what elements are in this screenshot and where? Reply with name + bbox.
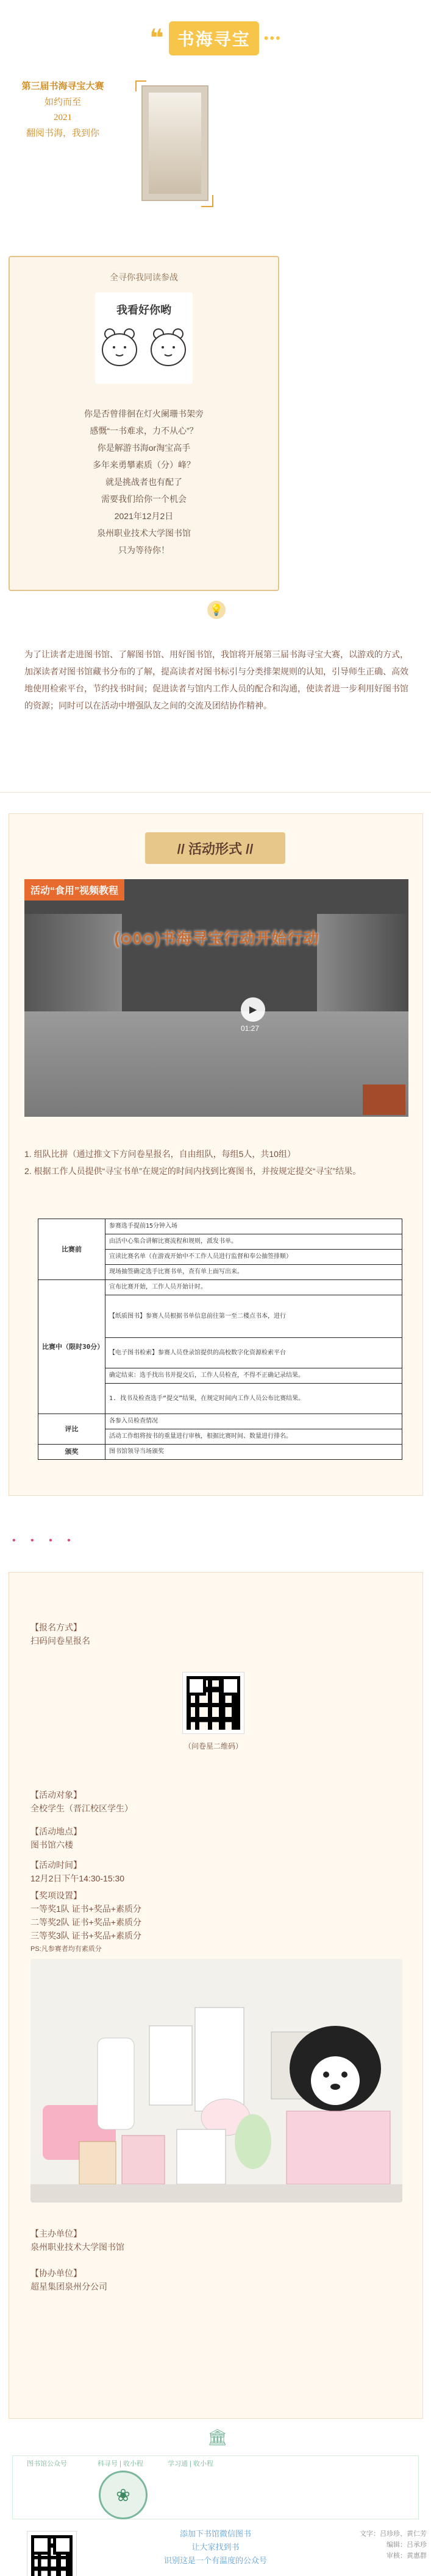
section-heading: 【活动对象】 [30, 1790, 82, 1800]
rule-item: 1. 组队比拼（通过推文下方问卷星报名，自由组队，每组5人，共10组） [24, 1149, 296, 1159]
section-heading: 【报名方式】 [30, 1622, 82, 1632]
qr-label: 学习通 | 收小程 [168, 2460, 213, 2468]
footer-link[interactable]: 添加下书馆微信图书 [179, 2529, 251, 2538]
section-text: 图书馆六楼 [30, 1840, 73, 1850]
intro-line: 如约而至 [44, 97, 81, 107]
schedule-table [38, 1219, 402, 1460]
section-text: 泉州职业技术大学图书馆 [30, 2242, 124, 2252]
invitation-line: 多年来勇攀素质（分）峰？ [93, 460, 195, 470]
table-cell: 【电子图书检索】参赛人员登录馆提供的高校数字化资源检索平台 [105, 1338, 402, 1368]
bear-illustration [98, 323, 190, 379]
video-frame-object [363, 1085, 405, 1115]
footer-link[interactable]: 识别这是一个有温度的公众号 [163, 2556, 267, 2565]
table-cell: 【纸质图书】参赛人员根据书单信息前往第一至二楼点书本，进行 [105, 1295, 402, 1338]
table-row [38, 1280, 402, 1295]
invitation-line: 就是挑战者也有配了 [105, 477, 182, 487]
invitation-lines [9, 405, 279, 559]
video-label: 活动“食用”视频教程 [24, 879, 124, 901]
decorative-dots: • • • • [12, 1535, 77, 1546]
prizes-illustration [30, 1959, 402, 2203]
invitation-line: 泉州职业技术大学图书馆 [97, 528, 191, 538]
credits [323, 2528, 427, 2561]
invitation-line: 你是否曾徘徊在灯火阑珊书架旁 [84, 409, 204, 419]
section-text: 扫码问卷星报名 [30, 1636, 90, 1646]
section-text: 12月2日下午14:30-15:30 [30, 1874, 125, 1883]
rule-item: 2. 根据工作人员提供“寻宝书单”在规定的时间内找到比赛图书，并按规定提交“寻宝”结果。 [24, 1166, 362, 1176]
table-row [38, 1414, 402, 1429]
credit-line: 审核：黄惠群 [386, 2552, 427, 2560]
section-heading: 【活动时间】 [30, 1860, 82, 1870]
video-frame-floor [24, 1011, 408, 1117]
section-heading: 【协办单位】 [30, 2268, 82, 2278]
section-heading: 【活动地点】 [30, 1827, 82, 1836]
table-cell: 活动工作组将按书的重量进行审核，根据比赛时间、数量进行排名。 [105, 1429, 402, 1445]
divider [0, 792, 431, 793]
table-cell: 宣读比赛名单（在游戏开始中不工作人员进行监督和奉公抽签排顺） [105, 1250, 402, 1265]
table-cell: 图书馆领导当场颁奖 [105, 1445, 402, 1460]
footer-qr-bar [12, 2455, 419, 2519]
table-cell: 各参入员检查情况 [105, 1414, 402, 1429]
header [0, 21, 431, 55]
table-head: 比赛前 [38, 1219, 105, 1280]
qr-label: 科寻号 | 收小程 [98, 2460, 143, 2468]
footer-link[interactable]: 让大家找到书 [191, 2542, 240, 2552]
intro-line: 第三届书海寻宝大赛 [21, 82, 104, 91]
section-text: 全校学生（晋江校区学生） [30, 1803, 133, 1813]
coorganizer-section [30, 2266, 107, 2293]
quote-icon: ❝ [149, 25, 164, 52]
table-cell: 现场抽签确定选手比赛书单，查有单上面写出来。 [105, 1265, 402, 1280]
intro-line: 2021 [54, 113, 72, 122]
signup-section [30, 1621, 90, 1647]
invitation-line: 你是解游书海or淘宝高手 [97, 443, 191, 453]
table-head: 颁奖 [38, 1445, 105, 1460]
bear-card-title: 我看好你哟 [116, 304, 171, 316]
prize-item: 三等奖3队 证书+奖品+素质分 [30, 1931, 142, 1941]
table-cell: 参赛选手提前15分钟入场 [105, 1219, 402, 1234]
play-icon[interactable]: ▶ [241, 997, 265, 1022]
table-cell: 由活中心集合讲解比赛流程和规则，派发书单。 [105, 1234, 402, 1250]
table-row [38, 1219, 402, 1234]
prize-item: 二等奖2队 证书+奖品+素质分 [30, 1917, 142, 1927]
invitation-line: 感慨“一书难求，力不从心”？ [90, 426, 198, 436]
invitation-title: 全寻你我同读参战 [110, 272, 178, 282]
invitation-line: 只为等待你！ [118, 545, 169, 555]
intro-photo [141, 85, 208, 201]
lightbulb-icon: 💡 [207, 601, 226, 619]
qr-label: 图书馆公众号 [27, 2460, 67, 2468]
signup-qr-code[interactable] [183, 1672, 244, 1733]
section-text: 超星集团泉州分公司 [30, 2282, 107, 2291]
section-heading: 【主办单位】 [30, 2229, 82, 2238]
table-cell: 确定结束：选手找出书并提交后，工作人员检查，不得不正确记录结果。 [105, 1368, 402, 1384]
dots-icon: ••• [263, 30, 282, 46]
time-section [30, 1858, 124, 1885]
location-section [30, 1825, 82, 1852]
table-cell: 1. 找书及检查选手“提交”结果，在规定时间内工作人员公布比赛结果。 [105, 1384, 402, 1414]
prize-section [30, 1889, 141, 1956]
page-title: 书海寻宝 [169, 21, 259, 55]
intro-paragraph: 为了让读者走进图书馆、了解图书馆、用好图书馆，我馆将开展第三届书海寻宝大赛，以游戏的方式，加深读者对图书馆藏书分布的了解，提高读者对图书标引与分类排架规则的认知，引导师生正确、高效地使用检索平台，节约找书时间；促进读者与馆内工作人员的配合和沟通，使读者进一步利用好图书馆的资源；同时可以在活动中增强队友之间的交流及团结协作精神。 [24, 649, 408, 710]
section-heading: 【奖项设置】 [30, 1891, 82, 1900]
invitation-line: 需要我们给你一个机会 [101, 494, 187, 504]
table-row [38, 1445, 402, 1460]
target-section [30, 1788, 133, 1815]
activity-heading: // 活动形式 // [145, 832, 285, 864]
intro-text [11, 79, 115, 141]
video-caption: (⊙0⊙)书海寻宝行动开始行动 [114, 929, 319, 947]
host-section [30, 2227, 124, 2254]
credit-line: 编辑：吕承珍 [386, 2541, 427, 2549]
video-duration: 01:27 [241, 1024, 260, 1033]
prize-item: 一等奖1队 证书+奖品+素质分 [30, 1904, 142, 1914]
frame-corner [201, 195, 213, 207]
credit-line: 文字：吕珍珍、黄仁芳 [360, 2530, 427, 2538]
table-head: 比赛中（限时30分） [38, 1280, 105, 1414]
intro-line: 翻阅书海，我到你 [26, 128, 99, 138]
qr-caption: （问卷星二维码） [183, 1742, 243, 1750]
table-cell: 宣布比赛开始，工作人员开始计时。 [105, 1280, 402, 1295]
mini-program-code[interactable]: ❀ [99, 2471, 148, 2519]
prizes-photo [30, 1959, 402, 2203]
invitation-line: 2021年12月2日 [114, 511, 174, 521]
rules-list [24, 1145, 408, 1180]
library-icon: 🏛 [207, 2428, 228, 2446]
prize-note: PS:凡参赛者均有素质分 [30, 1945, 102, 1953]
table-head: 评比 [38, 1414, 105, 1445]
